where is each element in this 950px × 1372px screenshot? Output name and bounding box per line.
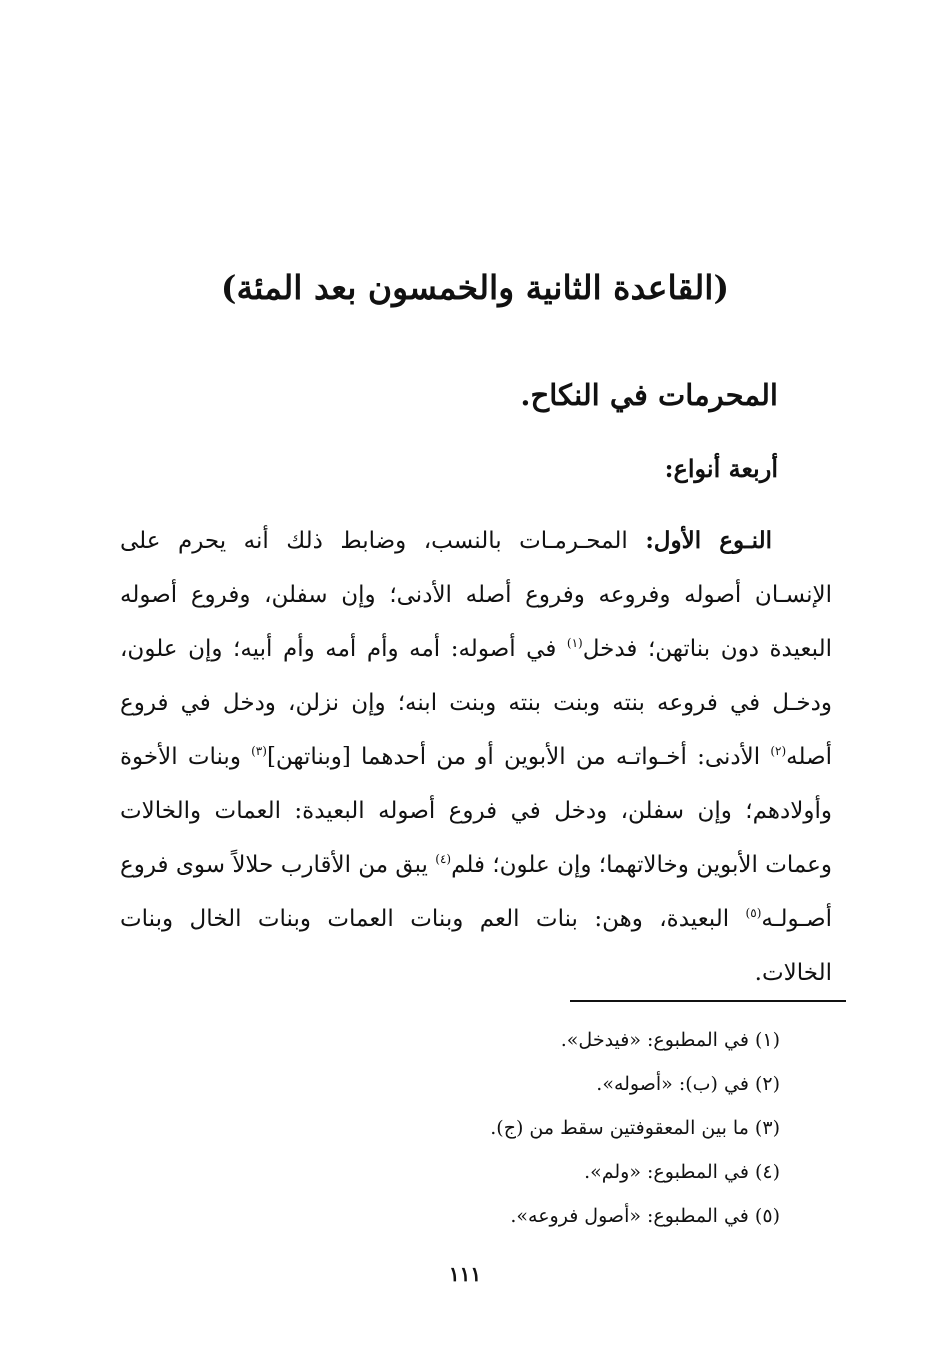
paragraph-lead: النـوع الأول:	[645, 527, 772, 554]
footnote-item: (٣) ما بين المعقوفتين سقط من (ج).	[490, 1117, 780, 1139]
footnote-marker-2: (٢)	[770, 744, 787, 758]
footnote-marker-1: (١)	[566, 636, 583, 650]
footnotes-list	[360, 1018, 780, 1238]
footnote-marker-3: (٣)	[251, 744, 267, 758]
footnote-item: (١) في المطبوع: «فيدخل».	[560, 1029, 780, 1051]
paragraph-text-5: يبق من الأقارب حلالاً سوى فروع أصـولـه	[120, 852, 832, 932]
paragraph-text-3: الأدنى: أخـواتـه من الأبوين أو من أحدهما [وبناتهن]	[266, 744, 771, 770]
footnote-item: (٥) في المطبوع: «أصول فروعه».	[510, 1205, 780, 1227]
body-paragraph	[120, 514, 832, 1000]
paragraph-text-1: المحـرمـات بالنسب، وضابط ذلك أنه يحرم على الإنسـان أصوله وفروعه وفروع أصله الأدنى؛ وإن سفلن، وفروع أصوله البعيدة دون بناتهن؛ فدخل	[120, 528, 832, 662]
paragraph-text-2: في أصوله: أمه وأم أمه وأم أبيه؛ وإن علون، ودخـل في فروعه بنته وبنت بنته وبنت ابنه؛ وإن نزلن، ودخل في فروع أصله	[120, 636, 833, 770]
footnote-item: (٤) في المطبوع: «ولم».	[584, 1161, 780, 1183]
page-number: ١١١	[448, 1262, 482, 1286]
rule-title: (القاعدة الثانية والخمسون بعد المئة)	[220, 268, 730, 307]
intro-line: أربعة أنواع:	[664, 454, 778, 483]
paragraph-text-4: وبنات الأخوة وأولادهم؛ وإن سفلن، ودخل في فروع أصوله البعيدة: العمات والخالات وعمات الأبوين وخالاتهما؛ وإن علون؛ فلم	[120, 744, 832, 878]
footnote-item: (٢) في (ب): «أصوله».	[596, 1073, 780, 1095]
footnote-divider	[570, 1000, 846, 1002]
paragraph-text-6: البعيدة، وهن: بنات العم وبنات العمات وبنات الخال وبنات الخالات.	[120, 906, 832, 986]
footnote-marker-4: (٤)	[435, 852, 452, 866]
footnote-marker-5: (٥)	[745, 906, 762, 920]
section-heading: المحرمات في النكاح.	[520, 378, 778, 412]
